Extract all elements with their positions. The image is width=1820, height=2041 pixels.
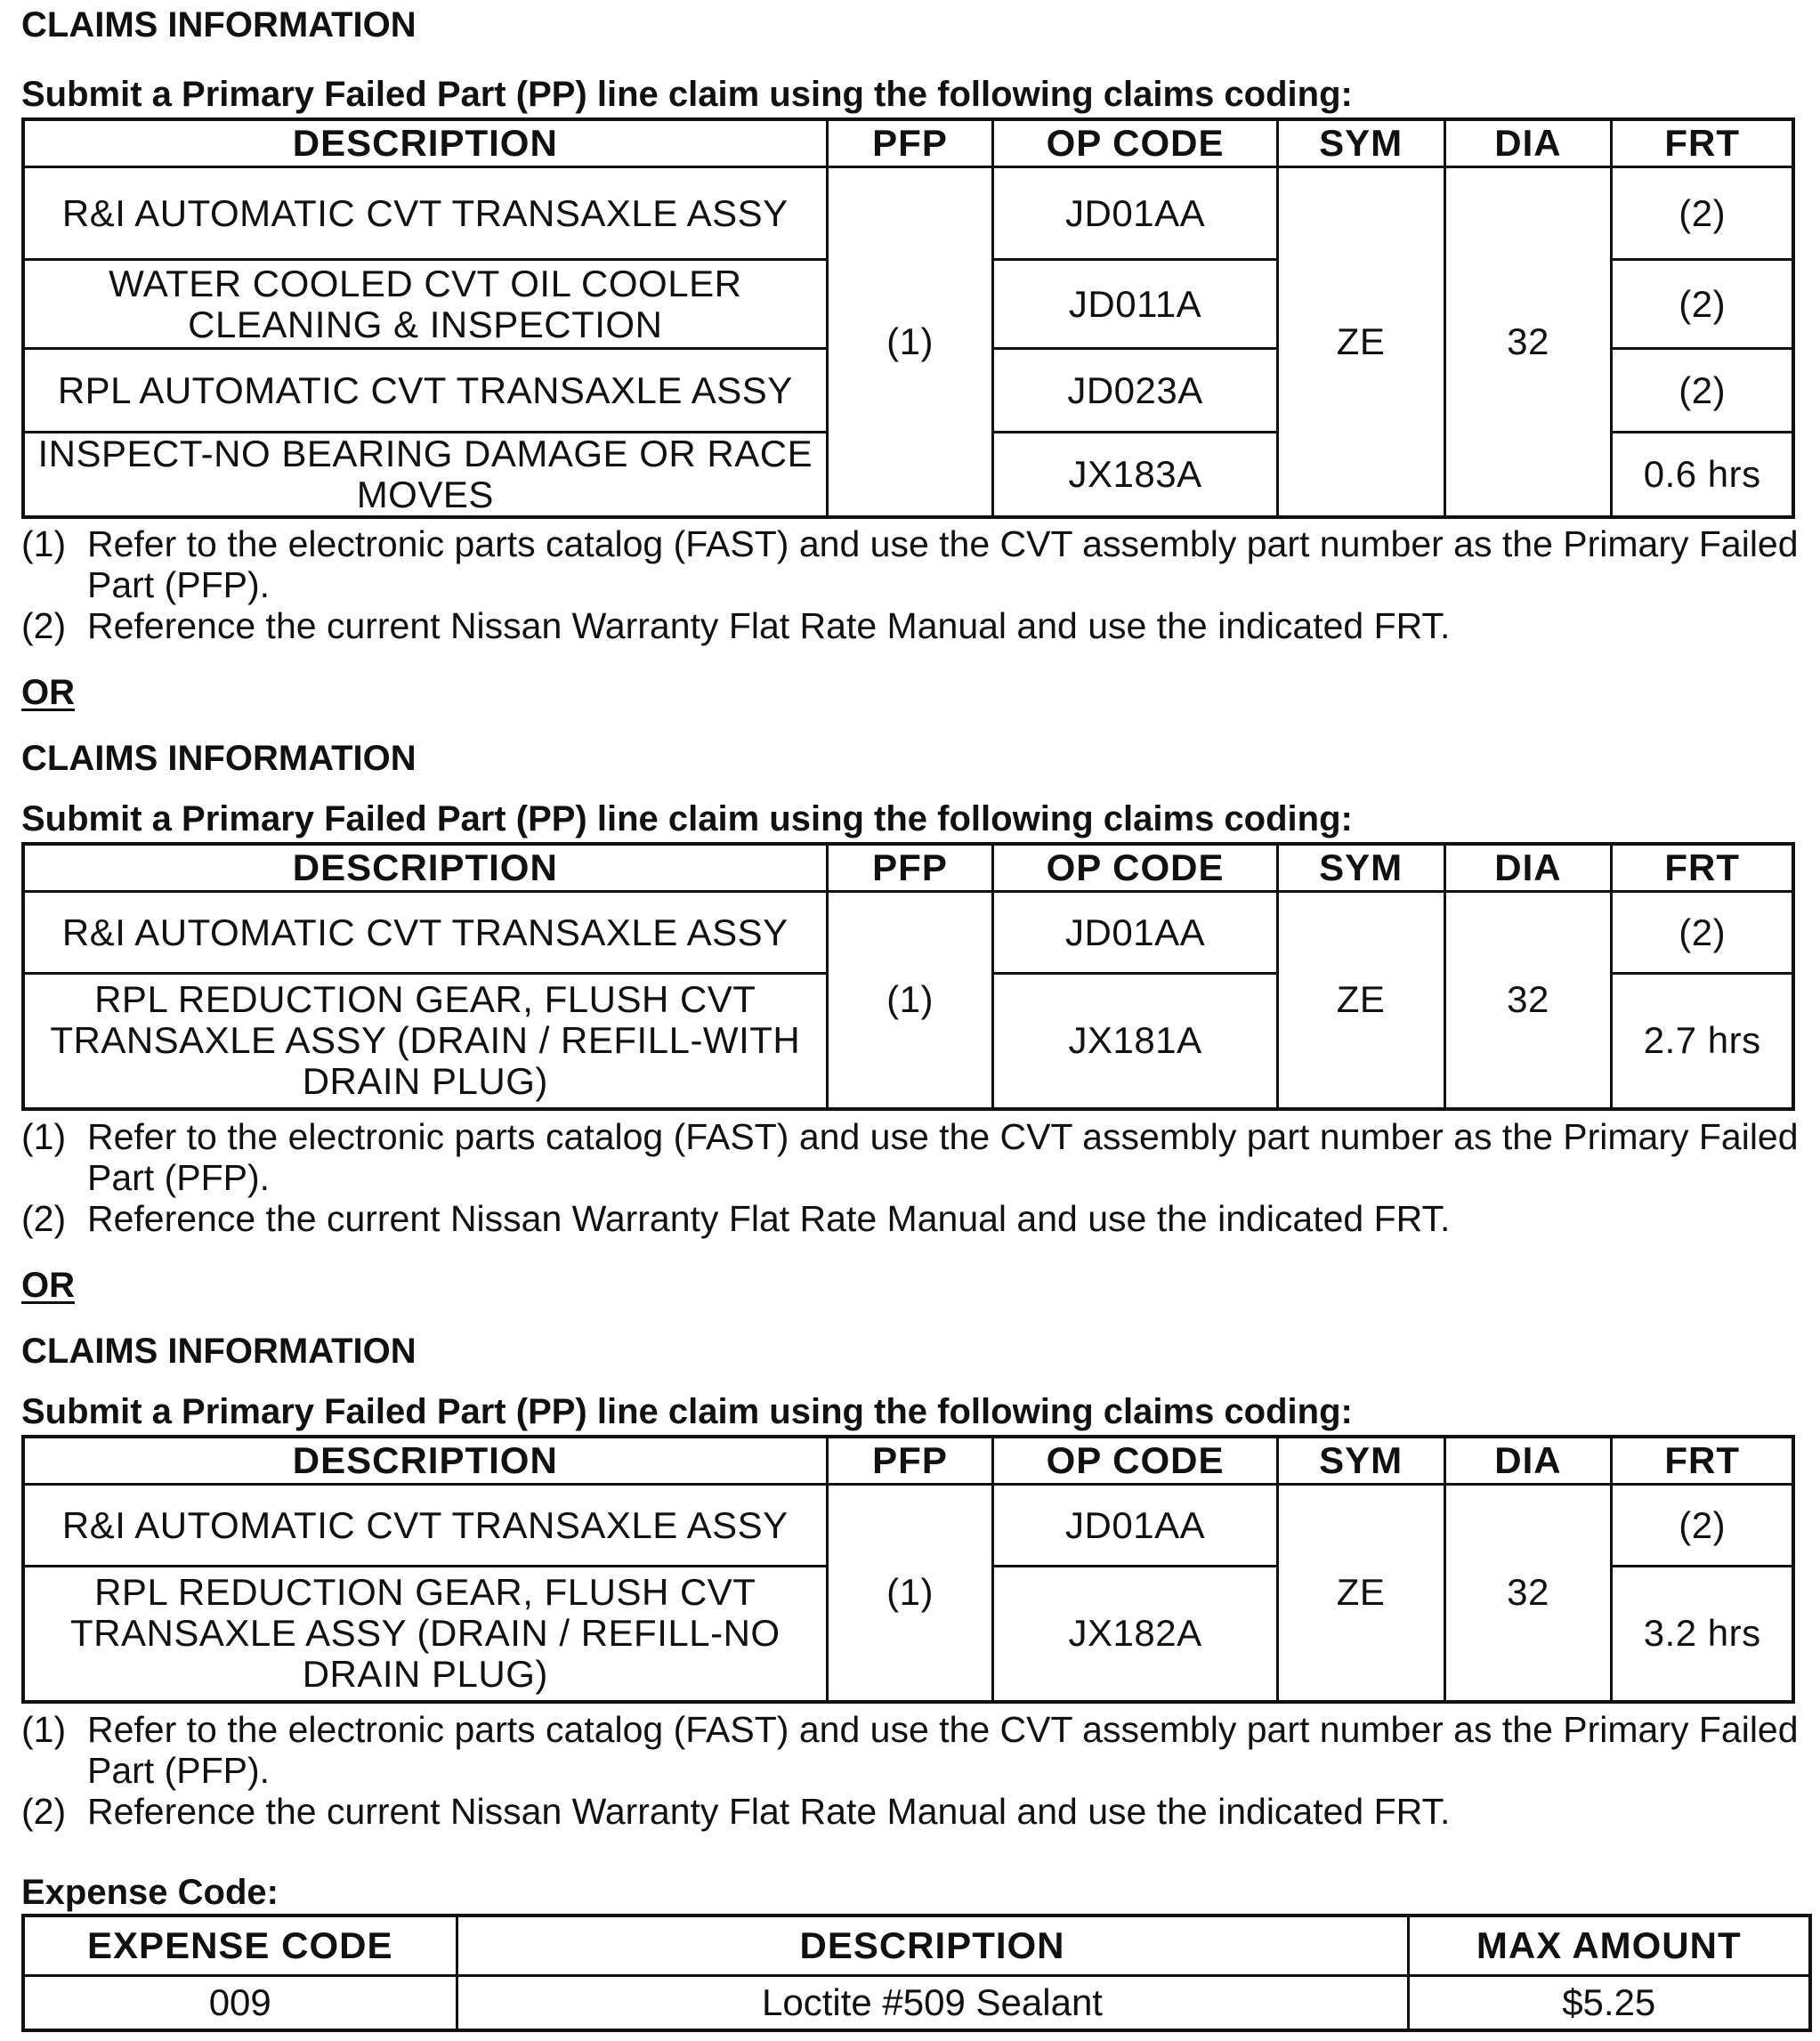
footnote-2: (2) Reference the current Nissan Warranty Flat Rate Manual and use the indicated FRT. (21, 1791, 1451, 1832)
header-expense-description: DESCRIPTION (457, 1915, 1408, 1976)
header-pfp: PFP (827, 119, 993, 167)
dia-value: 32 (1444, 892, 1612, 1109)
expense-max-amount: $5.25 (1408, 1976, 1810, 2031)
footnote-1: (1) Refer to the electronic parts catalog (FAST) and use the CVT assembly part number as the Primary Failed Part (PFP). (21, 1709, 1799, 1791)
row-description: R&I AUTOMATIC CVT TRANSAXLE ASSY (23, 167, 827, 260)
footnotes (21, 1116, 1801, 1239)
frt-value: 3.2 hrs (1612, 1567, 1793, 1702)
footnote-2: (2) Reference the current Nissan Warranty Flat Rate Manual and use the indicated FRT. (21, 1198, 1451, 1239)
sym-value: ZE (1277, 892, 1444, 1109)
op-code: JD01AA (993, 1485, 1277, 1567)
row-description: R&I AUTOMATIC CVT TRANSAXLE ASSY (23, 1485, 827, 1567)
claim-intro: Submit a Primary Failed Part (PP) line claim using the following claims coding: (21, 799, 1353, 838)
header-dia: DIA (1444, 119, 1612, 167)
or-separator: OR (21, 1266, 75, 1305)
op-code: JD011A (993, 260, 1277, 349)
sym-value: ZE (1277, 1485, 1444, 1702)
header-frt: FRT (1612, 119, 1793, 167)
section-title: CLAIMS INFORMATION (21, 739, 417, 778)
row-description: RPL REDUCTION GEAR, FLUSH CVT TRANSAXLE ASSY (DRAIN / REFILL-WITH DRAIN PLUG) (23, 974, 827, 1109)
pfp-value: (1) (827, 892, 993, 1109)
header-sym: SYM (1277, 119, 1444, 167)
frt-value: 0.6 hrs (1612, 433, 1793, 518)
op-code: JD01AA (993, 892, 1277, 974)
header-description: DESCRIPTION (23, 1437, 827, 1485)
footnote-2: (2) Reference the current Nissan Warranty Flat Rate Manual and use the indicated FRT. (21, 605, 1451, 646)
pfp-value: (1) (827, 167, 993, 518)
row-description: WATER COOLED CVT OIL COOLER CLEANING & INSPECTION (23, 260, 827, 349)
row-description: RPL REDUCTION GEAR, FLUSH CVT TRANSAXLE ASSY (DRAIN / REFILL-NO DRAIN PLUG) (23, 1567, 827, 1702)
header-expense-code: EXPENSE CODE (23, 1915, 457, 1976)
row-description: R&I AUTOMATIC CVT TRANSAXLE ASSY (23, 892, 827, 974)
op-code: JD01AA (993, 167, 1277, 260)
row-description: INSPECT-NO BEARING DAMAGE OR RACE MOVES (23, 433, 827, 518)
frt-value: (2) (1612, 260, 1793, 349)
frt-value: (2) (1612, 1485, 1793, 1567)
header-pfp: PFP (827, 1437, 993, 1485)
frt-value: 2.7 hrs (1612, 974, 1793, 1109)
claim-intro: Submit a Primary Failed Part (PP) line claim using the following claims coding: (21, 75, 1353, 114)
op-code: JX182A (993, 1567, 1277, 1702)
frt-value: (2) (1612, 167, 1793, 260)
dia-value: 32 (1444, 1485, 1612, 1702)
sym-value: ZE (1277, 167, 1444, 518)
header-op-code: OP CODE (993, 119, 1277, 167)
frt-value: (2) (1612, 892, 1793, 974)
expense-description: Loctite #509 Sealant (457, 1976, 1408, 2031)
op-code: JX183A (993, 433, 1277, 518)
header-dia: DIA (1444, 844, 1612, 892)
header-dia: DIA (1444, 1437, 1612, 1485)
header-max-amount: MAX AMOUNT (1408, 1915, 1810, 1976)
op-code: JD023A (993, 349, 1277, 433)
footnotes (21, 1709, 1801, 1832)
header-op-code: OP CODE (993, 1437, 1277, 1485)
expense-title: Expense Code: (21, 1873, 279, 1912)
header-pfp: PFP (827, 844, 993, 892)
header-sym: SYM (1277, 1437, 1444, 1485)
claims-table (21, 117, 1795, 519)
header-frt: FRT (1612, 844, 1793, 892)
section-title: CLAIMS INFORMATION (21, 1332, 417, 1371)
claim-intro: Submit a Primary Failed Part (PP) line claim using the following claims coding: (21, 1392, 1353, 1431)
expense-table (21, 1914, 1812, 2032)
footnotes (21, 523, 1801, 646)
or-separator: OR (21, 673, 75, 712)
header-op-code: OP CODE (993, 844, 1277, 892)
op-code: JX181A (993, 974, 1277, 1109)
dia-value: 32 (1444, 167, 1612, 518)
row-description: RPL AUTOMATIC CVT TRANSAXLE ASSY (23, 349, 827, 433)
header-description: DESCRIPTION (23, 844, 827, 892)
pfp-value: (1) (827, 1485, 993, 1702)
header-sym: SYM (1277, 844, 1444, 892)
header-description: DESCRIPTION (23, 119, 827, 167)
header-frt: FRT (1612, 1437, 1793, 1485)
expense-code: 009 (23, 1976, 457, 2031)
footnote-1: (1) Refer to the electronic parts catalog (FAST) and use the CVT assembly part number as the Primary Failed Part (PFP). (21, 523, 1799, 605)
frt-value: (2) (1612, 349, 1793, 433)
claims-table (21, 842, 1795, 1111)
claims-table (21, 1435, 1795, 1704)
section-title: CLAIMS INFORMATION (21, 5, 417, 45)
footnote-1: (1) Refer to the electronic parts catalog (FAST) and use the CVT assembly part number as the Primary Failed Part (PFP). (21, 1116, 1799, 1198)
